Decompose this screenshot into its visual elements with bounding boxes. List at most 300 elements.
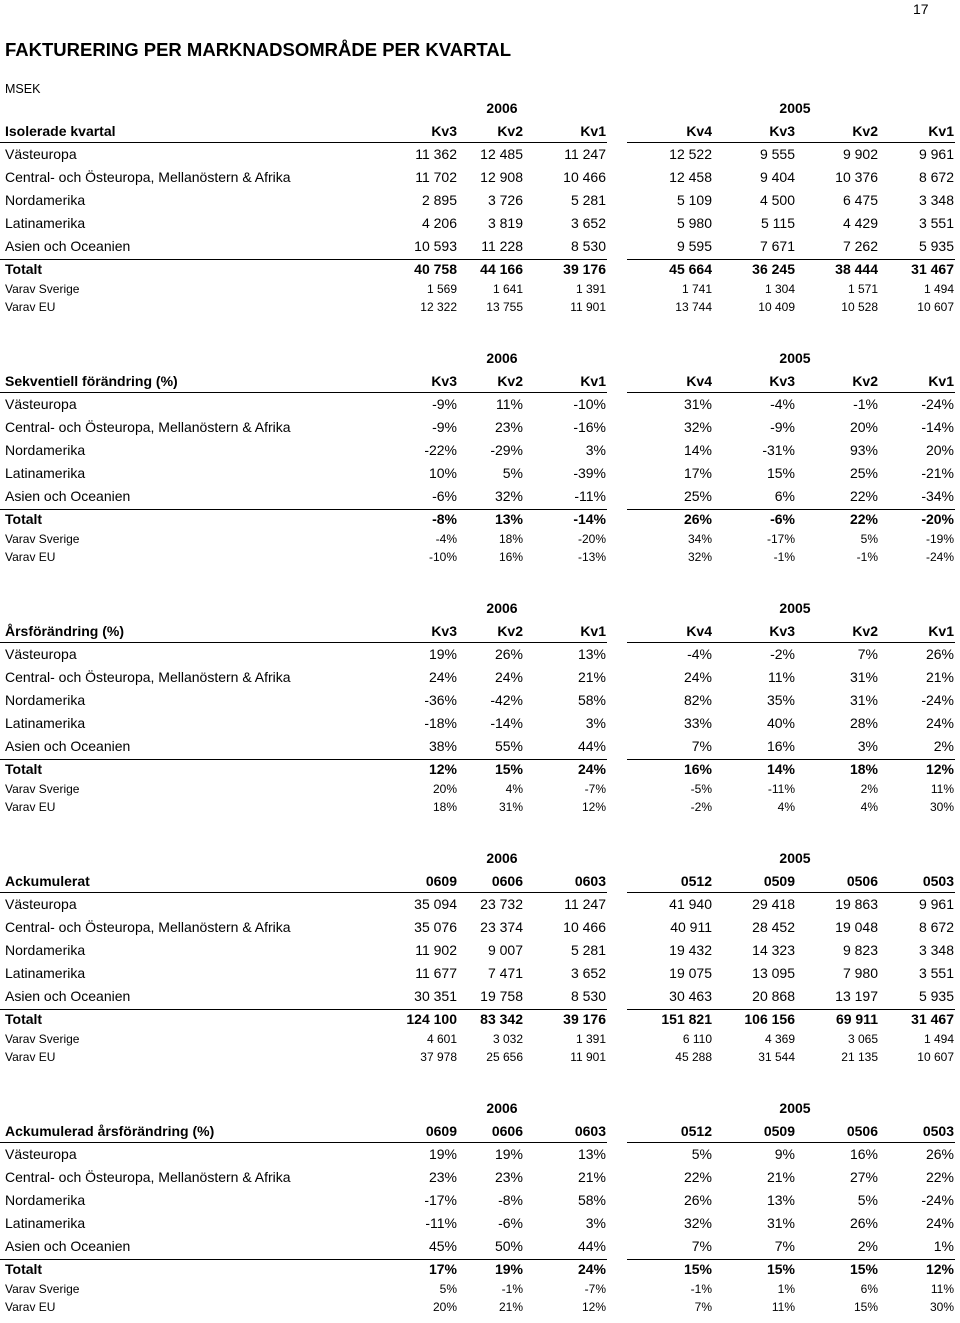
column-header: Kv4 [686,623,712,639]
table-cell: 7% [857,646,878,662]
total-cell: 69 911 [835,1011,878,1027]
table-cell: 21% [577,669,606,685]
table-cell: 12 485 [480,146,523,162]
total-label: Totalt [5,1261,43,1277]
table-row [0,238,960,261]
sub-row-cell: 12% [581,1300,606,1314]
table-cell: 12 522 [669,146,712,162]
table-cell: -18% [424,715,457,731]
year-left-label: 2006 [486,100,518,116]
table-cell: 10 466 [563,919,606,935]
total-label: Totalt [5,761,43,777]
table-cell: 58% [577,692,606,708]
sub-row-cell: 10 607 [917,1050,954,1064]
row-label: Asien och Oceanien [5,988,131,1004]
table-row [0,1146,960,1169]
table-cell: -34% [921,488,954,504]
table-cell: 25% [683,488,712,504]
table-cell: 38% [428,738,457,754]
table-cell: 7 980 [842,965,878,981]
total-cell: 151 821 [661,1011,712,1027]
table-cell: 22% [849,488,878,504]
page-title: FAKTURERING PER MARKNADSOMRÅDE PER KVARTAL [5,39,512,60]
table-cell: 24% [925,1215,954,1231]
table-cell: 3 726 [487,192,523,208]
year-left-label: 2006 [486,600,518,616]
table-cell: 3 652 [570,965,606,981]
row-label: Latinamerika [5,1215,86,1231]
table-cell: 7% [774,1238,795,1254]
table-cell: 26% [925,646,954,662]
table-row [0,1215,960,1238]
table-cell: 4 429 [842,215,878,231]
table-cell: -8% [498,1192,523,1208]
table-cell: 31% [849,669,878,685]
table-cell: -24% [921,396,954,412]
sub-row-cell: -2% [690,800,712,814]
table-cell: 14 323 [752,942,795,958]
table-cell: 9% [774,1146,795,1162]
table-cell: 82% [683,692,712,708]
table-cell: -22% [424,442,457,458]
sub-row-cell: 12 322 [420,300,457,314]
table-row [0,419,960,442]
row-label: Västeuropa [5,646,77,662]
sub-row-cell: 3 065 [847,1032,878,1046]
sub-row-cell: 5% [439,1282,457,1296]
sub-row-cell: 1 391 [575,282,606,296]
sub-row-cell: -20% [577,532,606,546]
sub-row-cell: 2% [860,782,878,796]
sub-row-cell: 15% [853,1300,878,1314]
table-cell: 33% [683,715,712,731]
total-rule [0,259,607,260]
table-row [0,988,960,1011]
table-cell: 11 702 [415,169,457,185]
table-cell: 3 551 [918,965,954,981]
total-cell: -6% [770,511,795,527]
table-cell: 19% [494,1146,523,1162]
sub-row-cell: 34% [687,532,712,546]
table-cell: -42% [490,692,523,708]
total-cell: 12% [925,761,954,777]
column-header: Kv1 [928,123,954,139]
unit-label: MSEK [5,82,41,96]
column-header: 0609 [425,1123,457,1139]
table-cell: 28% [849,715,878,731]
table-cell: 16% [849,1146,878,1162]
table-cell: 45% [428,1238,457,1254]
table-cell: 14% [683,442,712,458]
table-cell: 7 262 [842,238,878,254]
total-rule [627,509,955,510]
table-cell: 32% [683,1215,712,1231]
table-cell: 5 980 [676,215,712,231]
header-rule [627,1142,955,1143]
total-rule [627,259,955,260]
row-label: Nordamerika [5,1192,86,1208]
column-header: 0512 [680,873,712,889]
sub-row-cell: 10 528 [841,300,878,314]
table-cell: 35% [766,692,795,708]
table-cell: -11% [574,488,606,504]
table-row [0,1192,960,1215]
table-cell: -6% [432,488,457,504]
sub-row-cell: 6 110 [682,1032,712,1046]
column-header: 0503 [922,1123,954,1139]
table-cell: -29% [490,442,523,458]
section-heading: Ackumulerad årsförändring (%) [5,1123,215,1139]
table-cell: 93% [849,442,878,458]
table-cell: 3 652 [570,215,606,231]
column-header: Kv2 [497,123,523,139]
table-cell: 26% [849,1215,878,1231]
total-label: Totalt [5,511,43,527]
table-cell: 31% [683,396,712,412]
table-cell: 31% [849,692,878,708]
sub-row-cell: 20% [432,1300,457,1314]
table-cell: 55% [494,738,523,754]
row-label: Latinamerika [5,965,86,981]
column-header: 0606 [491,873,523,889]
page-number: 17 [913,1,929,17]
total-row [0,1011,960,1034]
column-header: Kv1 [580,123,606,139]
row-label: Västeuropa [5,396,77,412]
column-header: 0506 [846,1123,878,1139]
sub-row-cell: 37 978 [420,1050,457,1064]
table-cell: 3% [857,738,878,754]
total-cell: 12% [428,761,457,777]
sub-row-cell: 4% [860,800,878,814]
row-label: Central- och Östeuropa, Mellanöstern & Afrika [5,919,291,935]
table-cell: 9 404 [759,169,795,185]
table-row [0,919,960,942]
column-header: 0606 [491,1123,523,1139]
table-row [0,1238,960,1261]
row-label: Asien och Oceanien [5,238,131,254]
header-rule [627,142,955,143]
total-rule [627,1259,955,1260]
sub-row-cell: -4% [435,532,457,546]
total-row [0,261,960,284]
sub-row-label: Varav EU [5,300,56,314]
row-label: Central- och Östeuropa, Mellanöstern & Afrika [5,1169,291,1185]
total-label: Totalt [5,1011,43,1027]
table-cell: 3 551 [918,215,954,231]
sub-row-cell: 1 494 [923,282,954,296]
sub-row-cell: 1 741 [681,282,712,296]
sub-row-cell: -17% [766,532,795,546]
sub-row-cell: 3 032 [492,1032,523,1046]
year-right-label: 2005 [779,100,811,116]
total-cell: 39 176 [563,261,606,277]
table-cell: 13% [766,1192,795,1208]
table-cell: 11 362 [415,146,457,162]
table-cell: 11 228 [481,238,523,254]
total-cell: 40 758 [414,261,457,277]
sub-row-cell: -5% [690,782,712,796]
sub-row-cell: 1 304 [764,282,795,296]
table-cell: 24% [494,669,523,685]
sub-row-cell: 1 641 [492,282,523,296]
sub-row-cell: -7% [584,782,606,796]
table-cell: 29 418 [752,896,795,912]
header-rule [0,642,607,643]
total-cell: 36 245 [752,261,795,277]
row-label: Latinamerika [5,715,86,731]
sub-row-label: Varav Sverige [5,1032,80,1046]
sub-row-cell: 45 288 [675,1050,712,1064]
table-cell: 3 348 [918,942,954,958]
column-header: 0603 [574,873,606,889]
column-header: 0503 [922,873,954,889]
table-cell: 44% [577,738,606,754]
table-row [0,942,960,965]
table-cell: 19 758 [480,988,523,1004]
sub-row-cell: 4% [505,782,523,796]
table-row [0,442,960,465]
table-row [0,169,960,192]
table-cell: 41 940 [669,896,712,912]
table-cell: 8 672 [918,919,954,935]
column-header: Kv2 [497,373,523,389]
sub-row [0,800,960,823]
column-header: Kv1 [580,373,606,389]
total-cell: 26% [683,511,712,527]
table-cell: 2% [933,738,954,754]
sub-row-cell: 13 755 [486,300,523,314]
column-header: Kv3 [769,123,795,139]
table-cell: 23% [494,419,523,435]
row-label: Nordamerika [5,942,86,958]
column-header: 0509 [763,1123,795,1139]
table-cell: 25% [849,465,878,481]
table-cell: 3 348 [918,192,954,208]
table-row [0,396,960,419]
sub-row-cell: 18% [432,800,457,814]
table-cell: 17% [683,465,712,481]
sub-row-label: Varav EU [5,1050,56,1064]
table-cell: 11% [496,396,523,412]
total-cell: -14% [573,511,606,527]
year-left-label: 2006 [486,1100,518,1116]
table-row [0,1169,960,1192]
table-cell: 5 281 [570,942,606,958]
column-header: Kv2 [852,373,878,389]
sub-row-label: Varav EU [5,800,56,814]
year-header-row [0,350,960,373]
total-cell: 45 664 [669,261,712,277]
total-cell: 39 176 [563,1011,606,1027]
sub-row-label: Varav Sverige [5,532,80,546]
table-cell: 3% [585,442,606,458]
table-cell: 7% [691,738,712,754]
table-row [0,465,960,488]
table-cell: 9 902 [842,146,878,162]
sub-row-cell: 20% [432,782,457,796]
table-cell: 26% [925,1146,954,1162]
total-cell: 31 467 [911,261,954,277]
sub-row-cell: -1% [690,1282,712,1296]
column-header: Kv3 [769,373,795,389]
table-cell: 2 895 [421,192,457,208]
section-heading: Årsförändring (%) [5,623,124,639]
table-cell: 15% [766,465,795,481]
total-cell: 13% [494,511,523,527]
table-row [0,646,960,669]
table-cell: 7 671 [759,238,795,254]
table-cell: 2% [857,1238,878,1254]
table-cell: 13% [577,646,606,662]
table-cell: 24% [428,669,457,685]
table-cell: 35 076 [414,919,457,935]
table-cell: 7% [691,1238,712,1254]
table-cell: 12 908 [480,169,523,185]
sub-row-cell: 5% [860,532,878,546]
header-rule [0,142,607,143]
table-cell: 5% [691,1146,712,1162]
header-rule [627,642,955,643]
table-cell: 19 075 [669,965,712,981]
section-heading: Isolerade kvartal [5,123,116,139]
sub-row-cell: 25 656 [486,1050,523,1064]
table-cell: 10% [428,465,457,481]
year-header-row [0,100,960,123]
total-cell: 31 467 [911,1011,954,1027]
column-header: Kv4 [686,123,712,139]
table-cell: 9 555 [759,146,795,162]
table-cell: 44% [577,1238,606,1254]
row-label: Latinamerika [5,465,86,481]
table-cell: 32% [494,488,523,504]
column-header: 0512 [680,1123,712,1139]
sub-row-cell: 4% [777,800,795,814]
total-cell: 38 444 [835,261,878,277]
table-cell: -9% [770,419,795,435]
table-cell: 4 500 [759,192,795,208]
table-cell: 24% [925,715,954,731]
table-cell: 19 863 [835,896,878,912]
header-rule [627,892,955,893]
table-cell: 24% [683,669,712,685]
table-cell: 13 095 [752,965,795,981]
table-cell: -1% [853,396,878,412]
total-cell: 24% [577,1261,606,1277]
column-header: Kv1 [928,623,954,639]
total-rule [0,1009,607,1010]
table-cell: 11% [768,669,795,685]
table-cell: 22% [925,1169,954,1185]
year-right-label: 2005 [779,350,811,366]
sub-row-cell: 11% [771,1300,795,1314]
table-cell: 8 672 [918,169,954,185]
sub-row-cell: 18% [498,532,523,546]
total-cell: 15% [683,1261,712,1277]
sub-row-cell: -24% [925,550,954,564]
table-cell: 10 466 [563,169,606,185]
total-row [0,1261,960,1284]
table-cell: 9 961 [918,896,954,912]
total-cell: 16% [683,761,712,777]
column-header: Kv3 [431,123,457,139]
table-cell: 11 902 [415,942,457,958]
table-cell: 9 961 [918,146,954,162]
total-cell: 19% [494,1261,523,1277]
table-cell: 7 471 [487,965,523,981]
sub-row-cell: 32% [687,550,712,564]
table-cell: 16% [766,738,795,754]
column-header: 0609 [425,873,457,889]
table-cell: 26% [494,646,523,662]
table-row [0,146,960,169]
sub-row-cell: 4 369 [764,1032,795,1046]
table-cell: 3 819 [487,215,523,231]
row-label: Västeuropa [5,1146,77,1162]
sub-row-cell: 10 409 [758,300,795,314]
year-header-row [0,600,960,623]
year-right-label: 2005 [779,850,811,866]
header-rule [0,1142,607,1143]
table-row [0,215,960,238]
sub-row-cell: 6% [860,1282,878,1296]
table-cell: 1% [933,1238,954,1254]
sub-row-cell: 1 569 [426,282,457,296]
sub-row-cell: 4 601 [426,1032,457,1046]
sub-row-cell: 16% [498,550,523,564]
sub-row-cell: -13% [577,550,606,564]
table-cell: 21% [577,1169,606,1185]
table-cell: 5 115 [761,215,795,231]
sub-row-cell: 11 901 [570,300,606,314]
sub-row-cell: 1 391 [575,1032,606,1046]
table-cell: 9 823 [842,942,878,958]
column-header: Kv2 [497,623,523,639]
table-cell: -2% [770,646,795,662]
row-label: Nordamerika [5,192,86,208]
column-header: 0509 [763,873,795,889]
table-cell: -14% [490,715,523,731]
table-cell: 6% [774,488,795,504]
total-cell: 15% [766,1261,795,1277]
table-cell: 5% [502,465,523,481]
year-header-row [0,850,960,873]
table-cell: 11 247 [564,146,606,162]
table-cell: -11% [425,1215,457,1231]
sub-row-cell: 1 494 [923,1032,954,1046]
table-cell: 21% [766,1169,795,1185]
total-row [0,761,960,784]
table-cell: 32% [683,419,712,435]
sub-row-cell: 11 901 [570,1050,606,1064]
table-cell: 9 595 [676,238,712,254]
sub-row-cell: 31 544 [758,1050,795,1064]
table-cell: -17% [424,1192,457,1208]
total-rule [0,509,607,510]
table-cell: -9% [432,419,457,435]
sub-row-cell: -7% [584,1282,606,1296]
total-cell: 106 156 [744,1011,795,1027]
table-cell: -14% [921,419,954,435]
total-label: Totalt [5,261,43,277]
table-cell: 3% [585,1215,606,1231]
table-cell: -21% [921,465,954,481]
sub-row-label: Varav Sverige [5,1282,80,1296]
table-cell: -24% [921,1192,954,1208]
sub-row-cell: -1% [501,1282,523,1296]
sub-row-label: Varav EU [5,550,56,564]
table-cell: 11 247 [564,896,606,912]
